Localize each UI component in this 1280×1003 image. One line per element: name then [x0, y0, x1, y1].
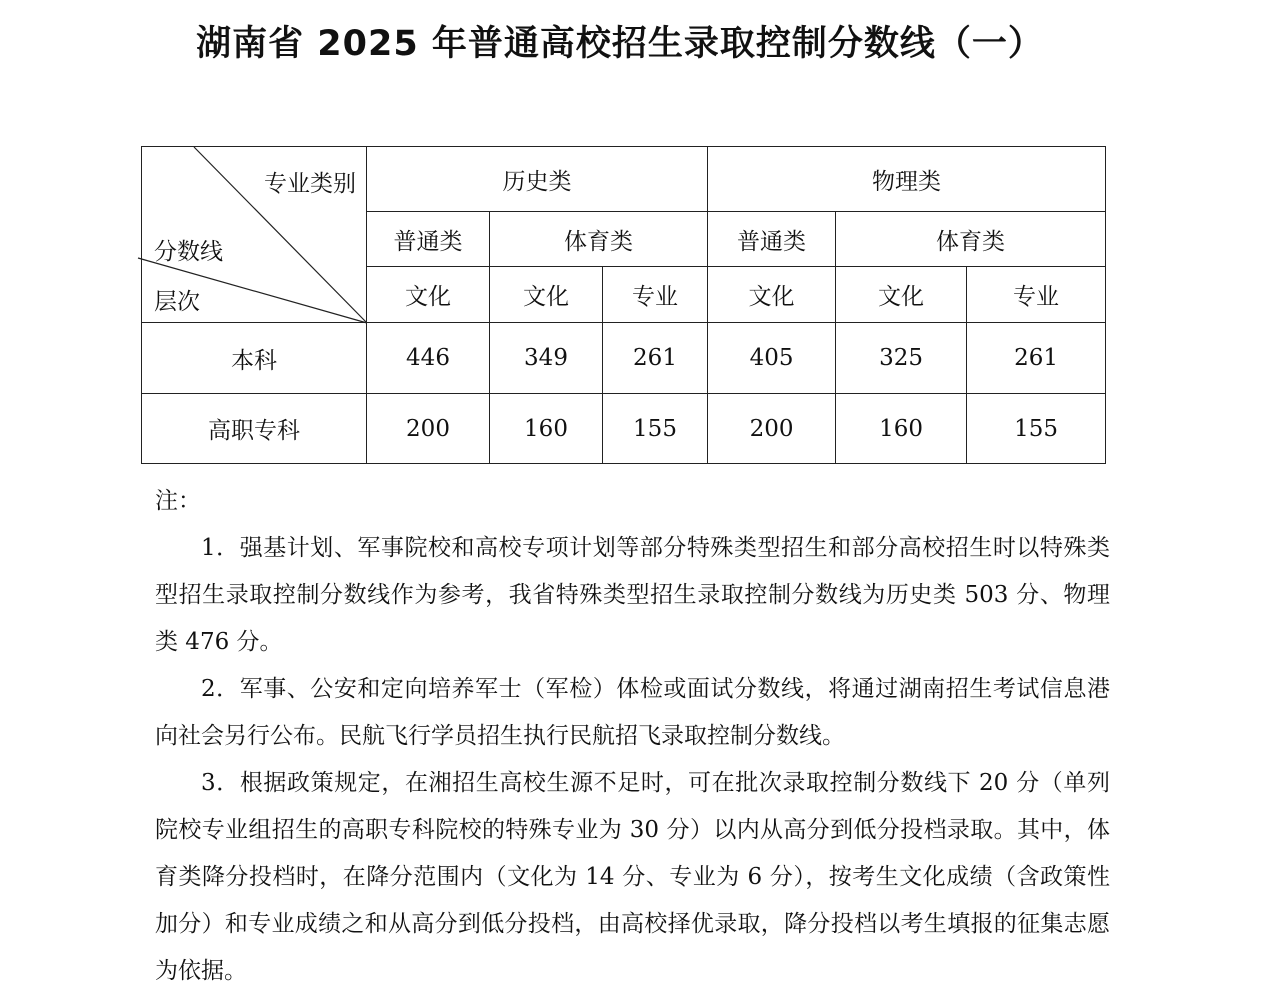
score-cell: 160: [836, 394, 967, 464]
score-cell: 261: [603, 323, 708, 394]
subgroup-header: 体育类: [836, 212, 1106, 267]
score-cell: 446: [367, 323, 490, 394]
header-score-line-label: 分数线: [154, 239, 223, 265]
page-title: 湖南省 2025 年普通高校招生录取控制分数线（一）: [196, 24, 1044, 64]
score-cell: 349: [490, 323, 603, 394]
subgroup-header: 普通类: [708, 212, 836, 267]
score-cell: 200: [367, 394, 490, 464]
table-row: [142, 394, 1106, 464]
group-header-history: 历史类: [367, 147, 708, 212]
subgroup-header: 体育类: [490, 212, 708, 267]
notes-section: [155, 478, 1110, 995]
subgroup-header: 普通类: [367, 212, 490, 267]
score-cell: 160: [490, 394, 603, 464]
column-header: 专业: [603, 267, 708, 323]
group-header-physics: 物理类: [708, 147, 1106, 212]
column-header: 专业: [967, 267, 1106, 323]
score-cell: 155: [967, 394, 1106, 464]
score-cell: 325: [836, 323, 967, 394]
score-table: [141, 146, 1106, 464]
header-level-label: 层次: [154, 289, 200, 315]
notes-heading: 注：: [155, 488, 201, 514]
note-item-3: 3．根据政策规定，在湘招生高校生源不足时，可在批次录取控制分数线下 20 分（单列院校专业组招生的高职专科院校的特殊专业为 30 分）以内从高分到低分投档录取。其中，体育类降分投档时，在降分范围内（文化为 14 分、专业为 6 分），按考生文化成绩（含政策性加分）和专业成绩之和从高分到低分投档，由高校择优录取，降分投档以考生填报的征集志愿为依据。: [155, 770, 1110, 984]
score-cell: 261: [967, 323, 1106, 394]
column-header: 文化: [490, 267, 603, 323]
column-header: 文化: [708, 267, 836, 323]
row-level-label: 高职专科: [142, 394, 367, 464]
note-item-2: 2．军事、公安和定向培养军士（军检）体检或面试分数线，将通过湖南招生考试信息港向社会另行公布。民航飞行学员招生执行民航招飞录取控制分数线。: [155, 676, 1110, 749]
score-cell: 155: [603, 394, 708, 464]
table-row: [142, 323, 1106, 394]
column-header: 文化: [367, 267, 490, 323]
header-category-label: 专业类别: [264, 171, 356, 197]
table-corner-cell: [142, 147, 367, 323]
score-cell: 200: [708, 394, 836, 464]
note-item-1: 1．强基计划、军事院校和高校专项计划等部分特殊类型招生和部分高校招生时以特殊类型招生录取控制分数线作为参考，我省特殊类型招生录取控制分数线为历史类 503 分、物理类 476 分。: [155, 535, 1110, 655]
score-cell: 405: [708, 323, 836, 394]
column-header: 文化: [836, 267, 967, 323]
row-level-label: 本科: [142, 323, 367, 394]
